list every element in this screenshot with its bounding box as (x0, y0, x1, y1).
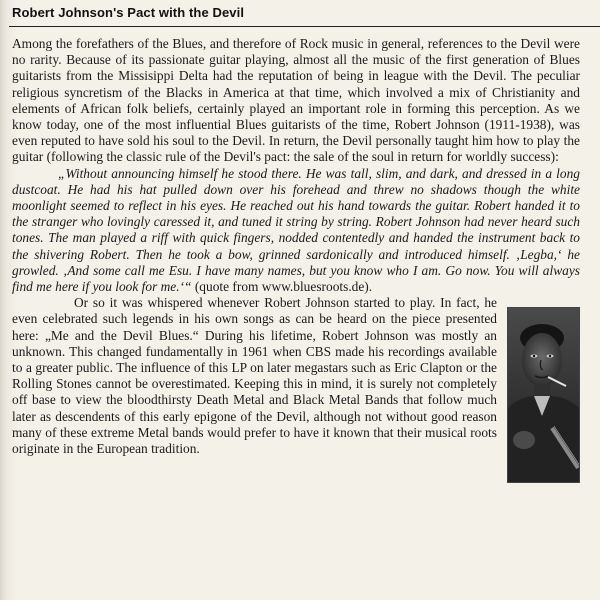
robert-johnson-photo (507, 307, 580, 483)
quote-block (12, 166, 580, 296)
quote-source: (quote from www.bluesroots.de). (191, 279, 373, 295)
article-body (12, 36, 580, 483)
quote-text: „Without announcing himself he stood there. He was tall, slim, and dark, and dressed in a long dustcoat. He had his hat pulled down over his forehead and threw no shadows though the white moonlight seemed to reflect in his eyes. He reached out his hand towards the guitar. Robert handed it to the stranger who lovingly caressed it, and tuned it string by string. Robert Johnson had never heard such tones. The man played a riff with quick fingers, nodded contentedly and handed the instrument back to the shivering Robert. Then he took a bow, grinned sardonically and introduced himself. ‚Legba,‘ he growled. ‚And some call me Esu. I have many names, but you know who I am. Go now. You will always find me here if you look for me.‘“ (12, 165, 580, 295)
title-rule (9, 26, 600, 27)
paragraph-legend: Or so it was whispered whenever Robert Johnson started to play. In fact, he even celebrated such legends in his own songs as can be heard on the piece presented here: „Me and the Devil Blues.“ During his lifetime, Robert Johnson was mostly an unknown. This changed fundamentally in 1961 when CBS made his recordings available to a greater public. The influence of this LP on later megastars such as Eric Clapton or the Rolling Stones cannot be overestimated. Keeping this in mind, it is surely not completely off base to view the bloodthirsty Death Metal and Black Metal Bands that follow much later as descendents of this early epigone of the Devil, although not without good reason many of these extreme Metal bands would prefer to have it known that their musical roots originate in the European tradition. (12, 295, 497, 457)
page-title: Robert Johnson's Pact with the Devil (12, 5, 245, 20)
paragraph-intro: Among the forefathers of the Blues, and therefore of Rock music in general, references to the Devil were no rarity. Because of its passionate guitar playing, almost all the music of the first generation of Blues guitarists from the Missisippi Delta had the reputation of being in league with the Devil. The peculiar religious syncretism of the Blacks in America at that time, which involved a mix of Christianity and elements of African folk beliefs, certainly played an important role in forming this perception. As we know today, one of the most influential Blues guitarists of the time, Robert Johnson (1911-1938), was even reputed to have sold his soul to the Devil. In return, the Devil personally taught him how to play the guitar (following the classic rule of the Devil's pact: the sale of the soul in return for worldly success): (12, 36, 580, 165)
